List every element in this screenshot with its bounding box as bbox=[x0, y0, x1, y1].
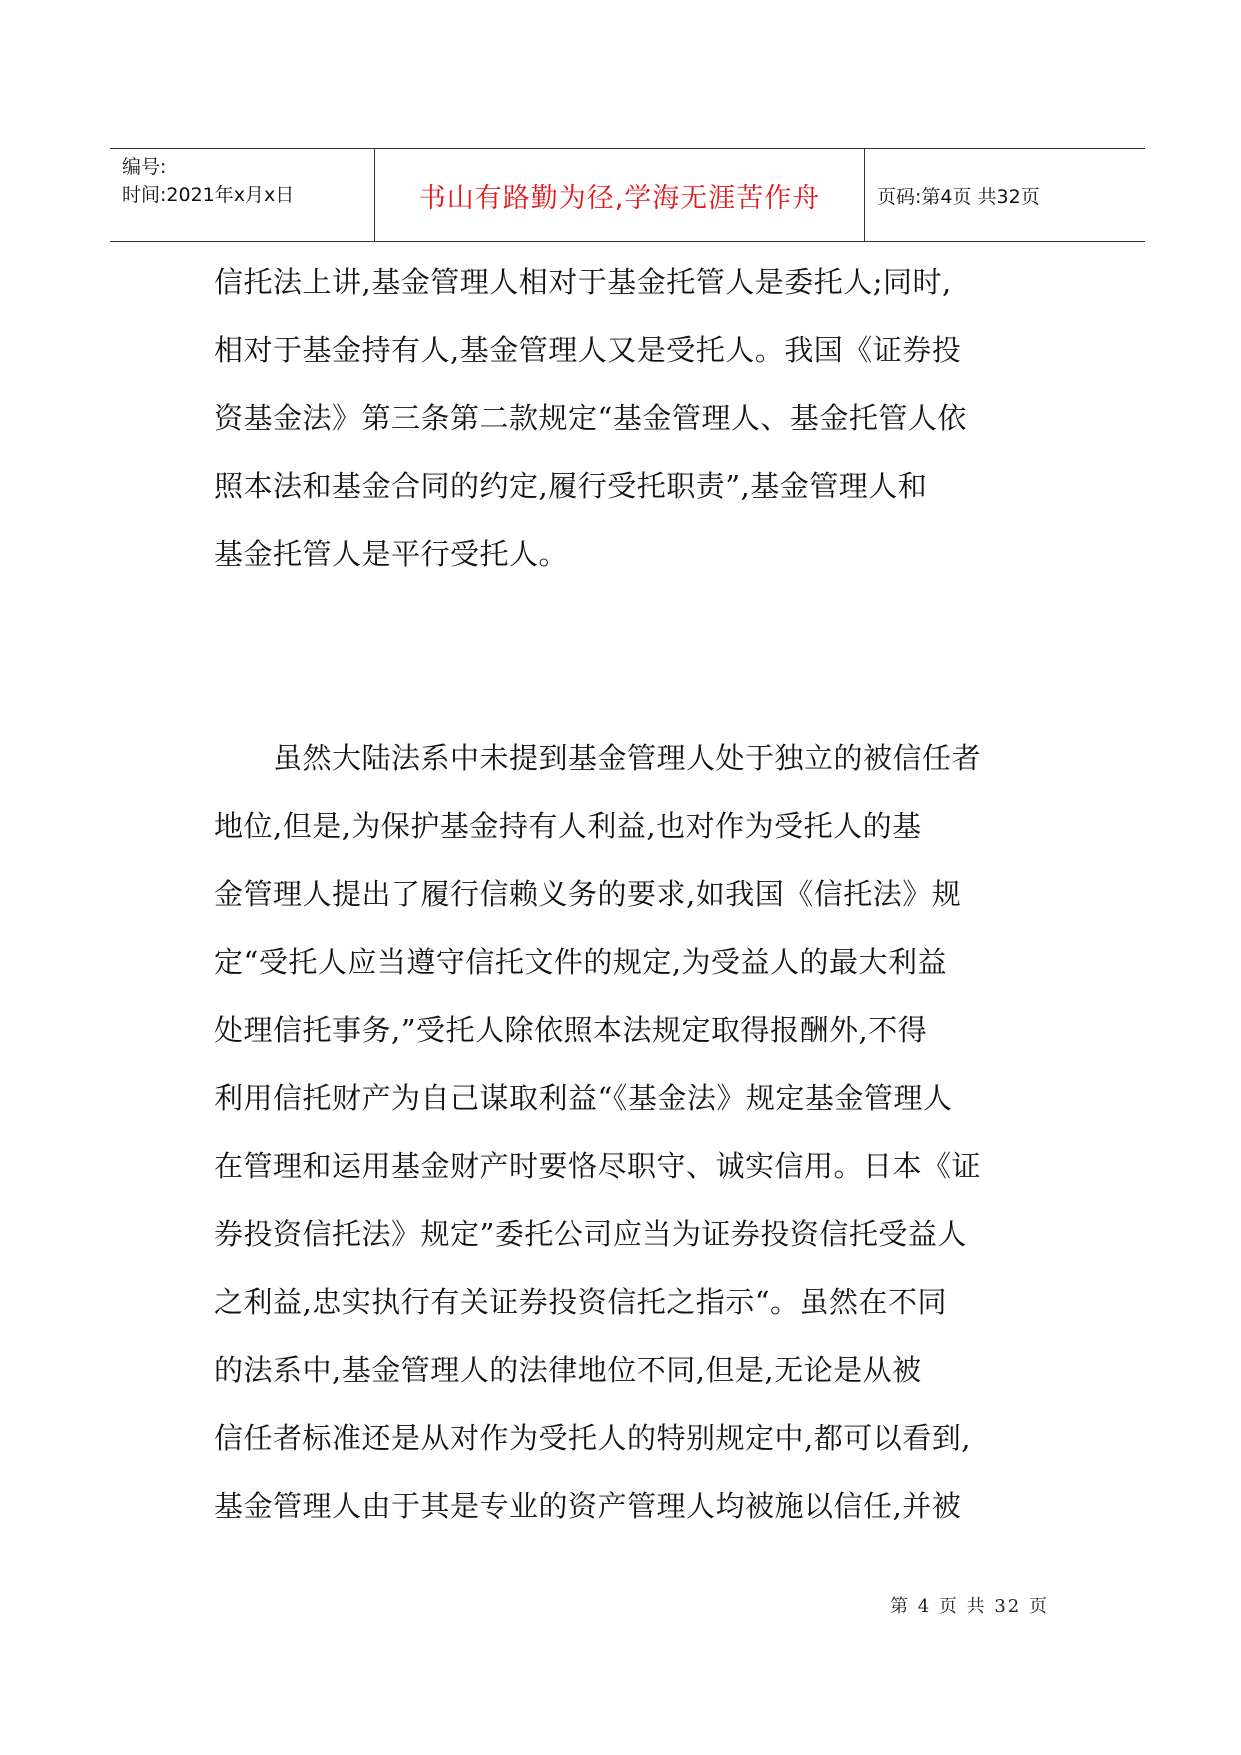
page-footer bbox=[890, 1592, 1049, 1618]
body-line: 信托法上讲,基金管理人相对于基金托管人是委托人;同时, bbox=[214, 265, 952, 299]
body-line: 之利益,忠实执行有关证券投资信托之指示“。虽然在不同 bbox=[214, 1285, 948, 1319]
header-page-cell bbox=[865, 149, 1145, 241]
paragraph-spacer bbox=[214, 588, 1074, 724]
document-body bbox=[214, 248, 1074, 1540]
body-line: 相对于基金持有人,基金管理人又是受托人。我国《证券投 bbox=[214, 333, 962, 367]
body-line: 利用信托财产为自己谋取利益“《基金法》规定基金管理人 bbox=[214, 1081, 953, 1115]
document-number-label: 编号: bbox=[122, 156, 167, 178]
document-time-label: 时间:2021年x月x日 bbox=[122, 184, 295, 206]
body-line: 基金托管人是平行受托人。 bbox=[214, 537, 569, 571]
header-meta-cell bbox=[110, 149, 375, 241]
body-line: 处理信托事务,”受托人除依照本法规定取得报酬外,不得 bbox=[214, 1013, 928, 1047]
body-line: 的法系中,基金管理人的法律地位不同,但是,无论是从被 bbox=[214, 1353, 922, 1387]
header-page-label: 页码:第4页 共32页 bbox=[877, 185, 1040, 208]
body-line: 照本法和基金合同的约定,履行受托职责”,基金管理人和 bbox=[214, 469, 928, 503]
body-line: 资基金法》第三条第二款规定“基金管理人、基金托管人依 bbox=[214, 401, 967, 435]
body-line: 基金管理人由于其是专业的资产管理人均被施以信任,并被 bbox=[214, 1489, 962, 1523]
paragraph-2 bbox=[214, 724, 1074, 1540]
body-line: 信任者标准还是从对作为受托人的特别规定中,都可以看到, bbox=[214, 1421, 971, 1455]
document-header bbox=[110, 148, 1145, 242]
footer-page-number: 第 4 页 共 32 页 bbox=[890, 1596, 1049, 1617]
body-line: 券投资信托法》规定”委托公司应当为证券投资信托受益人 bbox=[214, 1217, 967, 1251]
body-line: 虽然大陆法系中未提到基金管理人处于独立的被信任者 bbox=[214, 741, 982, 775]
body-line: 地位,但是,为保护基金持有人利益,也对作为受托人的基 bbox=[214, 809, 922, 843]
body-line: 定“受托人应当遵守信托文件的规定,为受益人的最大利益 bbox=[214, 945, 948, 979]
body-line: 金管理人提出了履行信赖义务的要求,如我国《信托法》规 bbox=[214, 877, 962, 911]
header-motto: 书山有路勤为径,学海无涯苦作舟 bbox=[418, 182, 821, 214]
paragraph-1 bbox=[214, 248, 1074, 588]
header-motto-cell bbox=[375, 149, 865, 241]
body-line: 在管理和运用基金财产时要恪尽职守、诚实信用。日本《证 bbox=[214, 1149, 982, 1183]
